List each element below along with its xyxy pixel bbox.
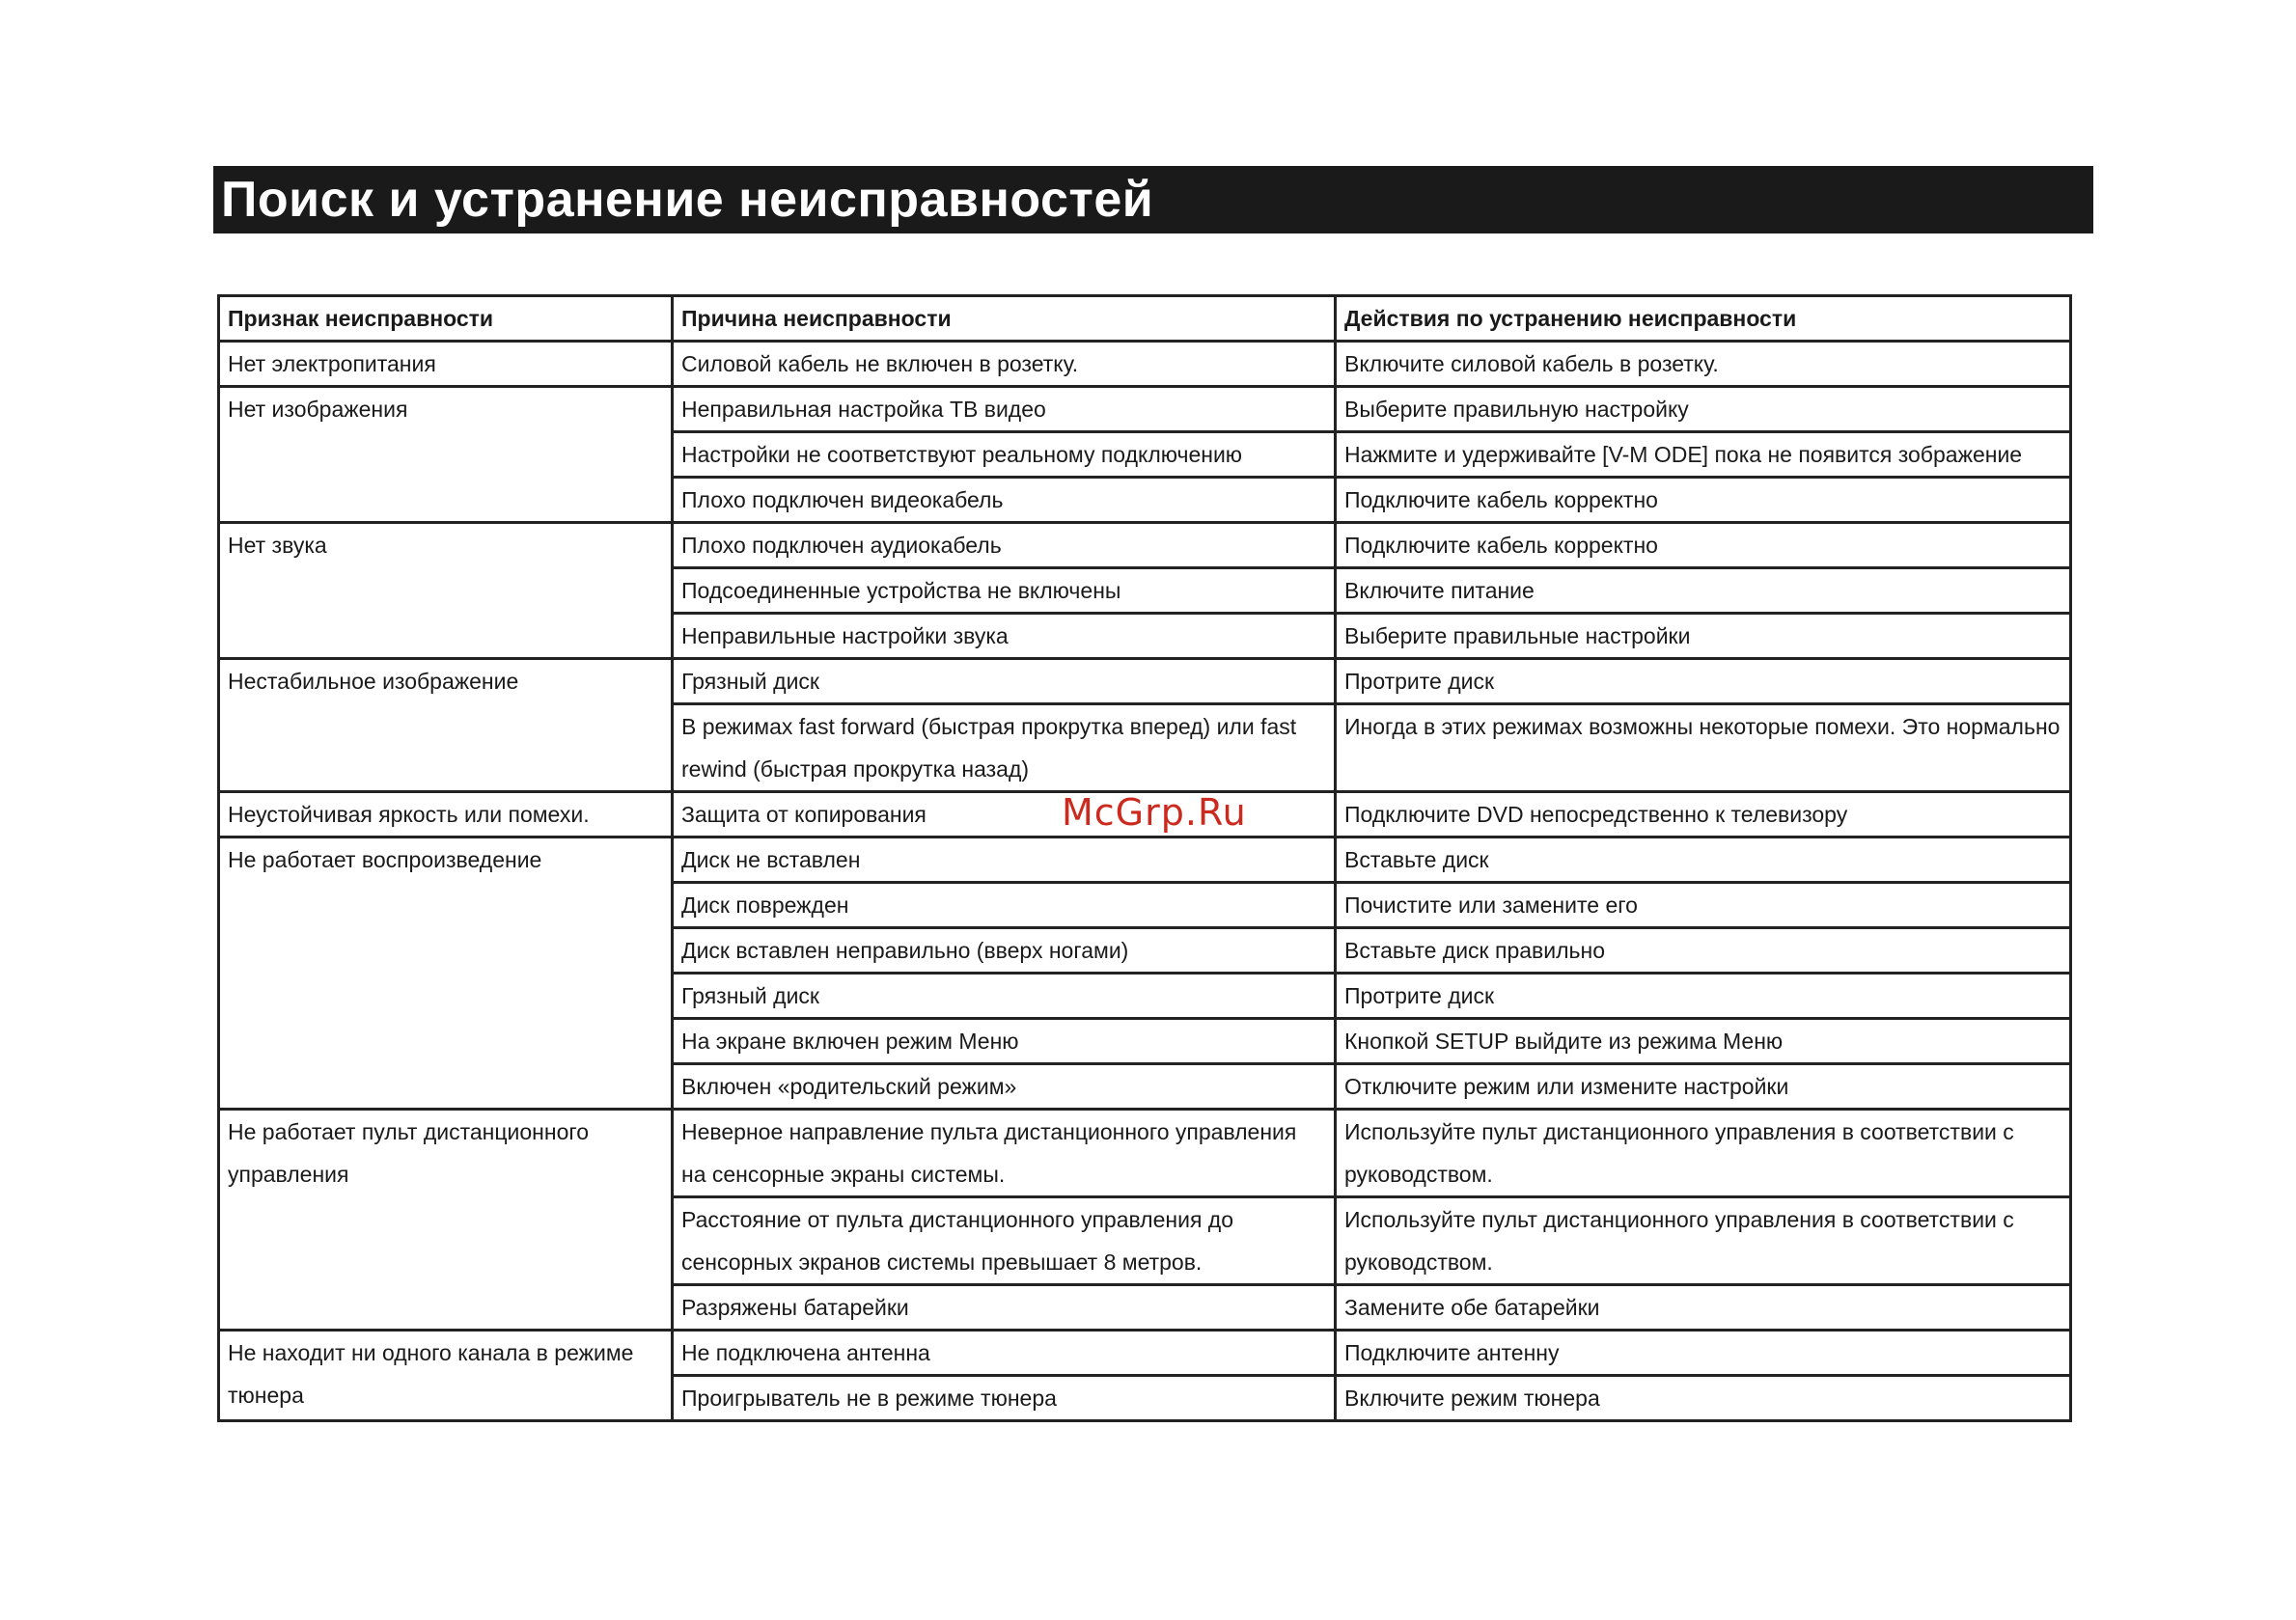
action-cell: Кнопкой SETUP выйдите из режима Меню [1336,1019,2071,1064]
table-body [219,342,2071,1421]
action-cell: Замените обе батарейки [1336,1285,2071,1331]
cause-cell: Настройки не соответствуют реальному подключению [673,432,1336,478]
symptom-cell: Нет изображения [219,387,673,523]
cause-cell: Диск поврежден [673,883,1336,928]
action-cell: Протрите диск [1336,974,2071,1019]
cause-cell: Неправильная настройка ТВ видео [673,387,1336,432]
title-bar [213,166,2093,233]
action-cell: Включите режим тюнера [1336,1376,2071,1421]
action-cell: Вставьте диск [1336,837,2071,883]
troubleshooting-table [217,294,2072,1422]
action-cell: Вставьте диск правильно [1336,928,2071,974]
action-cell: Нажмите и удерживайте [V-M ODE] пока не появится зображение [1336,432,2071,478]
symptom-cell: Нет электропитания [219,342,673,387]
symptom-cell: Нет звука [219,523,673,659]
action-cell: Выберите правильную настройку [1336,387,2071,432]
page-title: Поиск и устранение неисправностей [221,172,1154,228]
action-cell: Включите силовой кабель в розетку. [1336,342,2071,387]
cause-cell: Подсоединенные устройства не включены [673,568,1336,614]
cause-cell: На экране включен режим Меню [673,1019,1336,1064]
header-cause: Причина неисправности [673,296,1336,342]
action-cell: Включите питание [1336,568,2071,614]
cause-cell: Плохо подключен аудиокабель [673,523,1336,568]
table-row [219,1110,2071,1197]
action-cell: Протрите диск [1336,659,2071,704]
symptom-cell: Не находит ни одного канала в режиме тюнера [219,1331,673,1421]
watermark: McGrp.Ru [1062,791,1247,834]
action-cell: Подключите кабель корректно [1336,478,2071,523]
table-row [219,659,2071,704]
cause-cell: Диск не вставлен [673,837,1336,883]
cause-cell: Грязный диск [673,974,1336,1019]
symptom-cell: Неустойчивая яркость или помехи. [219,792,673,837]
cause-cell: Расстояние от пульта дистанционного управления до сенсорных экранов системы превышает 8 метров. [673,1197,1336,1285]
cause-cell: Плохо подключен видеокабель [673,478,1336,523]
cause-cell: Не подключена антенна [673,1331,1336,1376]
action-cell: Иногда в этих режимах возможны некоторые помехи. Это нормально [1336,704,2071,792]
troubleshooting-table-wrapper [217,294,2069,1422]
table-row [219,837,2071,883]
action-cell: Подключите DVD непосредственно к телевизору [1336,792,2071,837]
table-row [219,523,2071,568]
cause-cell: Включен «родительский режим» [673,1064,1336,1110]
cause-cell: Диск вставлен неправильно (вверх ногами) [673,928,1336,974]
symptom-cell: Не работает воспроизведение [219,837,673,1110]
cause-cell: В режимах fast forward (быстрая прокрутка вперед) или fast rewind (быстрая прокрутка назад) [673,704,1336,792]
table-header-row [219,296,2071,342]
action-cell: Используйте пульт дистанционного управления в соответствии с руководством. [1336,1110,2071,1197]
action-cell: Подключите антенну [1336,1331,2071,1376]
table-row [219,342,2071,387]
cause-cell: Силовой кабель не включен в розетку. [673,342,1336,387]
cause-cell: Проигрыватель не в режиме тюнера [673,1376,1336,1421]
table-row [219,1331,2071,1376]
cause-cell: Защита от копирования [673,792,1336,837]
cause-cell: Неправильные настройки звука [673,614,1336,659]
action-cell: Подключите кабель корректно [1336,523,2071,568]
header-action: Действия по устранению неисправности [1336,296,2071,342]
cause-cell: Разряжены батарейки [673,1285,1336,1331]
cause-cell: Грязный диск [673,659,1336,704]
table-row [219,387,2071,432]
action-cell: Используйте пульт дистанционного управления в соответствии с руководством. [1336,1197,2071,1285]
cause-cell: Неверное направление пульта дистанционного управления на сенсорные экраны системы. [673,1110,1336,1197]
symptom-cell: Не работает пульт дистанционного управления [219,1110,673,1331]
symptom-cell: Нестабильное изображение [219,659,673,792]
action-cell: Отключите режим или измените настройки [1336,1064,2071,1110]
header-symptom: Признак неисправности [219,296,673,342]
action-cell: Почистите или замените его [1336,883,2071,928]
action-cell: Выберите правильные настройки [1336,614,2071,659]
